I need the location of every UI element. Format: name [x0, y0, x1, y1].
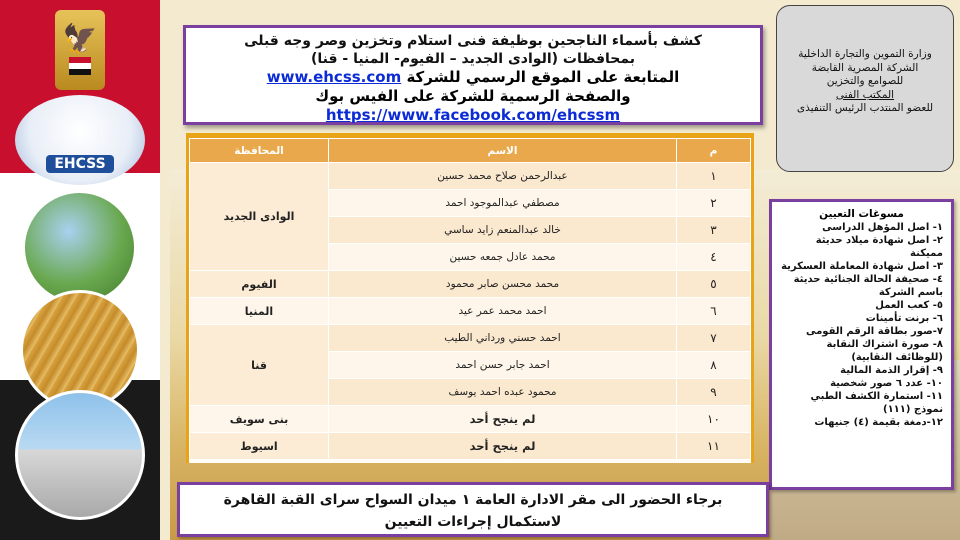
ehcss-logo-text: EHCSS	[46, 155, 113, 173]
title-line-1: كشف بأسماء الناجحين بوظيفة فنى استلام وتخزين وصر وجه قبلى	[244, 33, 702, 49]
row-num: ٤	[677, 244, 751, 271]
row-num: ٧	[677, 325, 751, 352]
requirements-box	[769, 199, 954, 490]
row-num: ٩	[677, 379, 751, 406]
row-name: محمود عبده احمد يوسف	[329, 379, 677, 406]
table-row	[190, 163, 751, 190]
row-name: احمد حسني ورداني الطيب	[329, 325, 677, 352]
requirement-item: ٣- اصل شهادة المعاملة العسكرية	[781, 261, 943, 272]
requirement-item: ٢- اصل شهادة ميلاد حديثة مميكنة	[815, 235, 943, 259]
requirements-title: مسوغات التعيين	[819, 208, 904, 220]
requirement-item: ١١- استمارة الكشف الطبي نموذج (١١١)	[810, 391, 943, 415]
title-line-facebook: والصفحة الرسمية للشركة على الفيس بوك https://www.facebook.com/ehcssm	[315, 87, 631, 124]
governorate-cell: قنا	[190, 325, 329, 406]
row-num: ٣	[677, 217, 751, 244]
silos-photo	[15, 390, 145, 520]
ministry-box	[776, 5, 954, 172]
header-governorate: المحافظة	[190, 139, 329, 163]
facebook-link[interactable]: https://www.facebook.com/ehcssm	[325, 106, 621, 124]
row-num: ٥	[677, 271, 751, 298]
requirement-item: ٩- إقرار الذمة المالية	[840, 365, 943, 376]
table-row	[190, 325, 751, 352]
table-row	[190, 298, 751, 325]
row-name: احمد جابر حسن احمد	[329, 352, 677, 379]
row-num: ١	[677, 163, 751, 190]
requirement-item: ٦- برنت تأمينات	[865, 313, 943, 324]
row-name: لم ينجح أحد	[329, 406, 677, 433]
row-name: مصطفي عبدالموجود احمد	[329, 190, 677, 217]
row-num: ٢	[677, 190, 751, 217]
website-link[interactable]: www.ehcss.com	[266, 68, 402, 86]
requirement-item: ٨- صورة اشتراك النقابة (للوظائف النقابية)	[826, 339, 943, 363]
requirement-item: ١٠- عدد ٦ صور شخصية	[830, 378, 943, 389]
governorate-cell: الفيوم	[190, 271, 329, 298]
footer-line-2: لاستكمال إجراءات التعيين	[384, 514, 562, 530]
governorate-cell: بنى سويف	[190, 406, 329, 433]
footer-line-1: برجاء الحضور الى مقر الادارة العامة ١ ميدان السواح سراى القبة القاهرة	[223, 492, 723, 508]
table-header-row	[190, 139, 751, 163]
requirement-item: ٤- صحيفة الحالة الجنائية حديثة باسم الشركة	[793, 274, 943, 298]
results-table	[186, 133, 754, 463]
governorate-cell: المنيا	[190, 298, 329, 325]
irrigation-photo	[22, 190, 137, 305]
ministry-line-5: للعضو المنتدب الرئيس التنفيذى	[796, 102, 934, 114]
row-name: خالد عبدالمنعم زايد ساسي	[329, 217, 677, 244]
table-row	[190, 433, 751, 460]
announcement-title-box	[183, 25, 763, 125]
row-name: محمد عادل جمعه حسين	[329, 244, 677, 271]
requirement-item: ٥- كعب العمل	[875, 300, 943, 311]
requirement-item: ١- اصل المؤهل الدراسى	[822, 222, 943, 233]
title-line-2: بمحافظات (الوادى الجديد – الفيوم- المنيا - قنا)	[310, 51, 636, 67]
requirement-item: ٧-صور بطاقة الرقم القومى	[805, 326, 943, 337]
row-name: محمد محسن صابر محمود	[329, 271, 677, 298]
row-name: عبدالرحمن صلاح محمد حسين	[329, 163, 677, 190]
header-name: الاسم	[329, 139, 677, 163]
left-image-strip	[0, 0, 160, 540]
ministry-line-2: الشركة المصرية القابضة	[811, 61, 919, 74]
row-name: لم ينجح أحد	[329, 433, 677, 460]
title-line-website: المتابعة على الموقع الرسمي للشركة www.ehcss.com	[266, 68, 680, 86]
row-num: ٨	[677, 352, 751, 379]
ministry-line-3: للصوامع والتخزين	[826, 75, 904, 87]
row-num: ٦	[677, 298, 751, 325]
table-row	[190, 406, 751, 433]
footer-instructions-box	[177, 482, 769, 537]
ministry-line-1: وزارة التموين والتجارة الداخلية	[798, 48, 932, 60]
governorate-cell: اسيوط	[190, 433, 329, 460]
table-row	[190, 271, 751, 298]
row-num: ١١	[677, 433, 751, 460]
ehcss-logo	[15, 95, 145, 185]
egypt-emblem-icon: 🦅	[55, 10, 105, 90]
ministry-line-4: المكتب الفنى	[835, 88, 895, 101]
row-name: احمد محمد عمر عيد	[329, 298, 677, 325]
header-num: م	[677, 139, 751, 163]
row-num: ١٠	[677, 406, 751, 433]
requirement-item: ١٢-دمغة بقيمة (٤) جنيهات	[814, 417, 943, 428]
governorate-cell: الوادى الجديد	[190, 163, 329, 271]
